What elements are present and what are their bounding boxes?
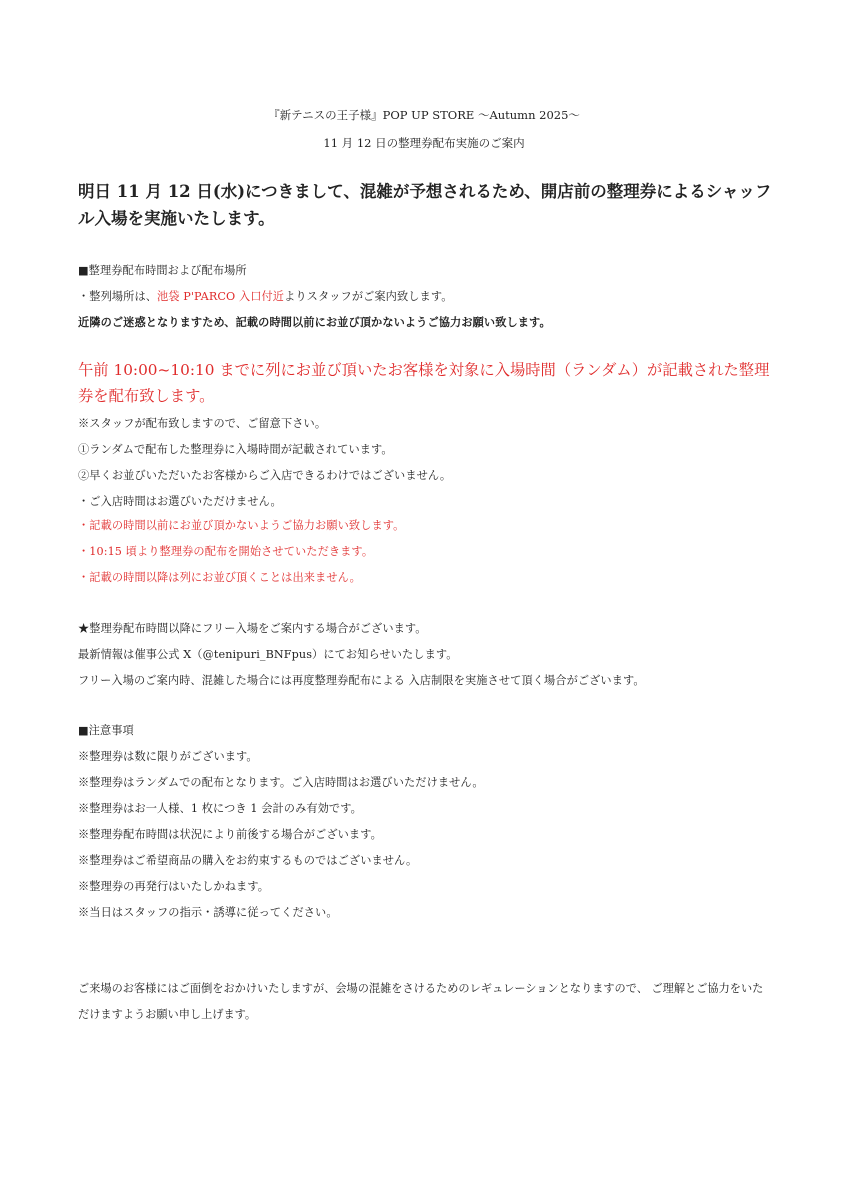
- distribution-heading: ■整理券配布時間および配布場所: [78, 264, 247, 277]
- red-headline: 午前 10:00~10:10 までに列にお並び頂いたお客様を対象に入場時間（ランダム）が記載された整理券を配布致します。: [78, 361, 770, 405]
- staff-note-3: ②早くお並びいただいたお客様からご入店できるわけではございません。: [78, 469, 452, 482]
- caution-item-5: ※整理券はご希望商品の購入をお約束するものではございません。: [78, 854, 418, 867]
- closing-message: ご来場のお客様にはご面倒をおかけいたしますが、会場の混雑をさけるためのレギュレーションとなりますので、 ご理解とご協力をいただけますようお願い申し上げます。: [78, 982, 764, 1021]
- caution-item-2: ※整理券はランダムでの配布となります。ご入店時間はお選びいただけません。: [78, 776, 484, 789]
- red-note-3: ・記載の時間以降は列にお並び頂くことは出来ません。: [78, 571, 361, 584]
- caution-item-4: ※整理券配布時間は状況により前後する場合がございます。: [78, 828, 382, 841]
- location-suffix: よりスタッフがご案内致します。: [284, 290, 453, 303]
- free-entry-1: ★整理券配布時間以降にフリー入場をご案内する場合がございます。: [78, 622, 427, 635]
- caution-item-6: ※整理券の再発行はいたしかねます。: [78, 880, 269, 893]
- staff-note-1: ※スタッフが配布致しますので、ご留意下さい。: [78, 417, 327, 430]
- caution-item-3: ※整理券はお一人様、1 枚につき 1 会計のみ有効です。: [78, 802, 362, 815]
- location-prefix: ・整列場所は、: [78, 290, 158, 303]
- document-title: 『新テニスの王子様』POP UP STORE ～Autumn 2025～: [268, 108, 580, 122]
- staff-note-2: ①ランダムで配布した整理券に入場時間が記載されています。: [78, 443, 393, 456]
- caution-item-1: ※整理券は数に限りがございます。: [78, 750, 258, 763]
- staff-note-4: ・ご入店時間はお選びいただけません。: [78, 495, 282, 508]
- document-subtitle: 11 月 12 日の整理券配布実施のご案内: [323, 136, 525, 150]
- free-entry-3: フリー入場のご案内時、混雑した場合には再度整理券配布による 入店制限を実施させて頂く場合がございます。: [78, 674, 645, 687]
- neighbor-notice: 近隣のご迷惑となりますため、記載の時間以前にお並び頂かないようご協力お願い致します。: [78, 315, 551, 329]
- location-line: [78, 288, 453, 304]
- red-note-2: ・10:15 頃より整理券の配布を開始させていただきます。: [78, 545, 374, 558]
- caution-item-7: ※当日はスタッフの指示・誘導に従ってください。: [78, 906, 338, 919]
- location-highlight: 池袋 P'PARCO 入口付近: [157, 290, 285, 303]
- cautions-heading: ■注意事項: [78, 724, 134, 737]
- red-note-1: ・記載の時間以前にお並び頂かないようご協力お願い致します。: [78, 519, 405, 532]
- free-entry-2: 最新情報は催事公式 X（@tenipuri_BNFpus）にてお知らせいたします。: [78, 648, 458, 661]
- announcement-headline: 明日 11 月 12 日(水)につきまして、混雑が予想されるため、開店前の整理券によるシャッフル入場を実施いたします。: [78, 182, 772, 228]
